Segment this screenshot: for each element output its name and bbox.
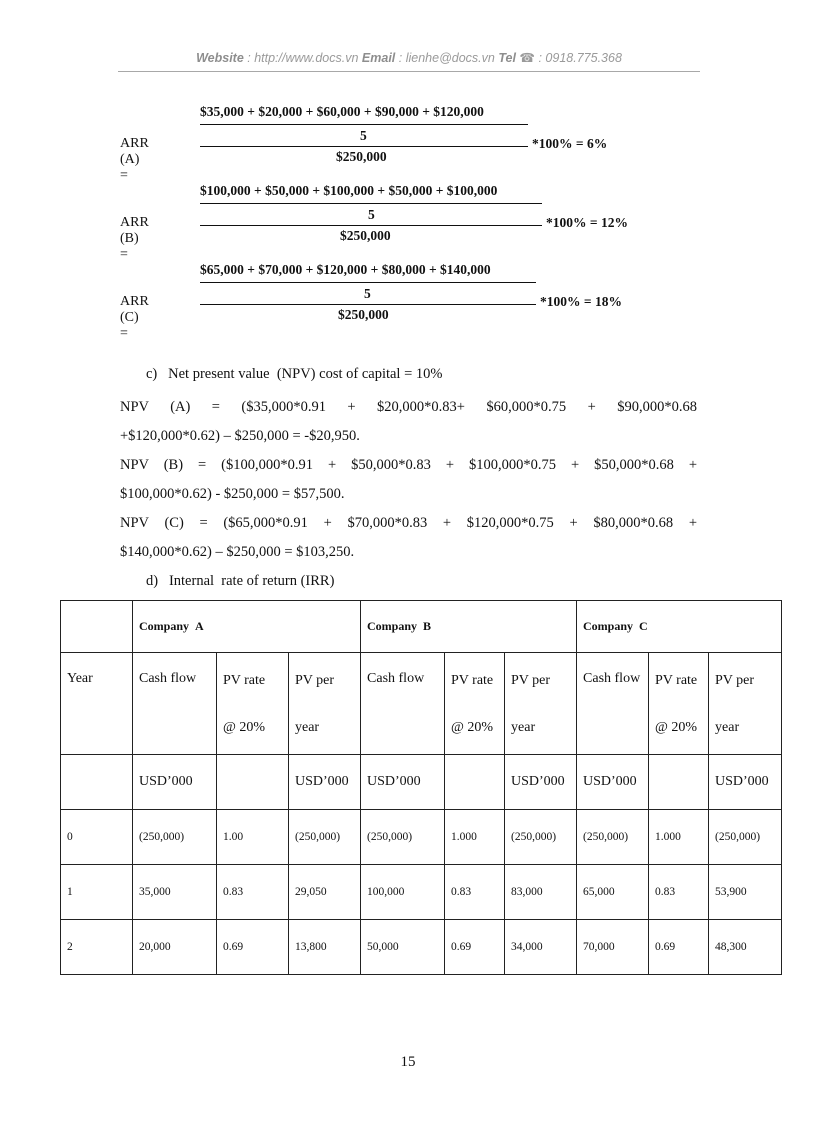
arr-numerator: $100,000 + $50,000 + $100,000 + $50,000 + $100,000 xyxy=(200,183,498,198)
table-cell: 0.69 xyxy=(217,920,289,975)
table-row xyxy=(61,810,782,865)
table-cell xyxy=(61,601,133,653)
table-row xyxy=(61,920,782,975)
table-cell: 1.00 xyxy=(217,810,289,865)
table-cell xyxy=(61,755,133,810)
npv-c-line2: $140,000*0.62) – $250,000 = $103,250. xyxy=(120,544,355,560)
pv-rate-header: PV rate @ 20% xyxy=(649,653,709,755)
website-value[interactable]: : http://www.docs.vn xyxy=(247,51,359,65)
company-b-header: Company B xyxy=(361,601,577,653)
year-cell: 1 xyxy=(61,865,133,920)
tel-label: Tel xyxy=(498,51,516,65)
pv-rate-header: PV rate @ 20% xyxy=(445,653,505,755)
website-label: Website xyxy=(196,51,244,65)
npv-b-line2: $100,000*0.62) - $250,000 = $57,500. xyxy=(120,486,345,502)
table-cell: 20,000 xyxy=(133,920,217,975)
table-cell xyxy=(217,755,289,810)
table-row xyxy=(61,601,782,653)
arr-divisor: 5 xyxy=(360,128,367,143)
tel-value: : 0918.775.368 xyxy=(538,51,622,65)
npv-c-line1: NPV (C) = ($65,000*0.91 + $70,000*0.83 + $120,000*0.75 + $80,000*0.68 + xyxy=(120,515,697,531)
pv-per-year-header: PV per year xyxy=(505,653,577,755)
company-a-header: Company A xyxy=(133,601,361,653)
table-cell: 70,000 xyxy=(577,920,649,975)
table-cell: 0.69 xyxy=(445,920,505,975)
table-cell: 13,800 xyxy=(289,920,361,975)
arr-result: *100% = 18% xyxy=(540,294,622,309)
unit-cell: USD’000 xyxy=(133,755,217,810)
table-cell: 1.000 xyxy=(649,810,709,865)
table-cell: 100,000 xyxy=(361,865,445,920)
unit-cell: USD’000 xyxy=(361,755,445,810)
npv-a xyxy=(120,393,697,451)
table-cell: (250,000) xyxy=(505,810,577,865)
phone-icon: ☎ xyxy=(519,51,535,65)
company-c-header: Company C xyxy=(577,601,782,653)
pv-rate-header: PV rate @ 20% xyxy=(217,653,289,755)
arr-divisor: 5 xyxy=(364,286,371,301)
table-row xyxy=(61,653,782,755)
fraction-bar xyxy=(200,203,542,204)
arr-denominator: $250,000 xyxy=(336,149,387,164)
table-cell: 0.83 xyxy=(445,865,505,920)
table-cell: 48,300 xyxy=(709,920,782,975)
arr-label: ARR (C) = xyxy=(120,294,149,341)
arr-divisor: 5 xyxy=(368,207,375,222)
irr-table xyxy=(60,600,782,975)
email-label: Email xyxy=(361,51,396,65)
table-cell: 34,000 xyxy=(505,920,577,975)
npv-b-line1: NPV (B) = ($100,000*0.91 + $50,000*0.83 + $100,000*0.75 + $50,000*0.68 + xyxy=(120,457,697,473)
npv-a-line1: NPV (A) = ($35,000*0.91 + $20,000*0.83+ $60,000*0.75 + $90,000*0.68 xyxy=(120,399,697,415)
npv-c xyxy=(120,509,697,567)
table-cell: 35,000 xyxy=(133,865,217,920)
arr-denominator: $250,000 xyxy=(338,307,389,322)
table-cell xyxy=(445,755,505,810)
email-value[interactable]: : lienhe@docs.vn xyxy=(398,51,495,65)
npv-heading: c) Net present value (NPV) cost of capital = 10% xyxy=(146,366,443,382)
table-cell: 53,900 xyxy=(709,865,782,920)
unit-cell: USD’000 xyxy=(505,755,577,810)
unit-cell: USD’000 xyxy=(289,755,361,810)
fraction-bar xyxy=(200,124,528,125)
table-cell: 50,000 xyxy=(361,920,445,975)
year-cell: 0 xyxy=(61,810,133,865)
table-cell: 0.69 xyxy=(649,920,709,975)
table-row xyxy=(61,755,782,810)
arr-result: *100% = 12% xyxy=(546,215,628,230)
page-number: 15 xyxy=(400,1054,416,1070)
table-cell: (250,000) xyxy=(289,810,361,865)
arr-denominator: $250,000 xyxy=(340,228,391,243)
arr-label: ARR (A) = xyxy=(120,136,149,183)
arr-numerator: $65,000 + $70,000 + $120,000 + $80,000 + $140,000 xyxy=(200,262,491,277)
year-cell: 2 xyxy=(61,920,133,975)
cash-flow-header: Cash flow xyxy=(133,653,217,755)
table-cell: 1.000 xyxy=(445,810,505,865)
table-cell: (250,000) xyxy=(577,810,649,865)
page-header xyxy=(118,50,700,72)
table-cell: 83,000 xyxy=(505,865,577,920)
unit-cell: USD’000 xyxy=(709,755,782,810)
fraction-bar xyxy=(200,146,528,147)
arr-label: ARR (B) = xyxy=(120,215,149,262)
table-cell: 29,050 xyxy=(289,865,361,920)
table-cell xyxy=(649,755,709,810)
table-row xyxy=(61,865,782,920)
cash-flow-header: Cash flow xyxy=(577,653,649,755)
arr-result: *100% = 6% xyxy=(532,136,608,151)
table-cell: 0.83 xyxy=(649,865,709,920)
table-cell: 0.83 xyxy=(217,865,289,920)
arr-numerator: $35,000 + $20,000 + $60,000 + $90,000 + $120,000 xyxy=(200,104,484,119)
table-cell: (250,000) xyxy=(709,810,782,865)
table-cell: 65,000 xyxy=(577,865,649,920)
unit-cell: USD’000 xyxy=(577,755,649,810)
table-cell: (250,000) xyxy=(361,810,445,865)
pv-per-year-header: PV per year xyxy=(709,653,782,755)
table-cell: (250,000) xyxy=(133,810,217,865)
irr-heading: d) Internal rate of return (IRR) xyxy=(146,573,335,589)
npv-b xyxy=(120,451,697,509)
pv-per-year-header: PV per year xyxy=(289,653,361,755)
fraction-bar xyxy=(200,304,536,305)
fraction-bar xyxy=(200,225,542,226)
cash-flow-header: Cash flow xyxy=(361,653,445,755)
year-header: Year xyxy=(61,653,133,755)
fraction-bar xyxy=(200,282,536,283)
npv-a-line2: +$120,000*0.62) – $250,000 = -$20,950. xyxy=(120,428,360,444)
